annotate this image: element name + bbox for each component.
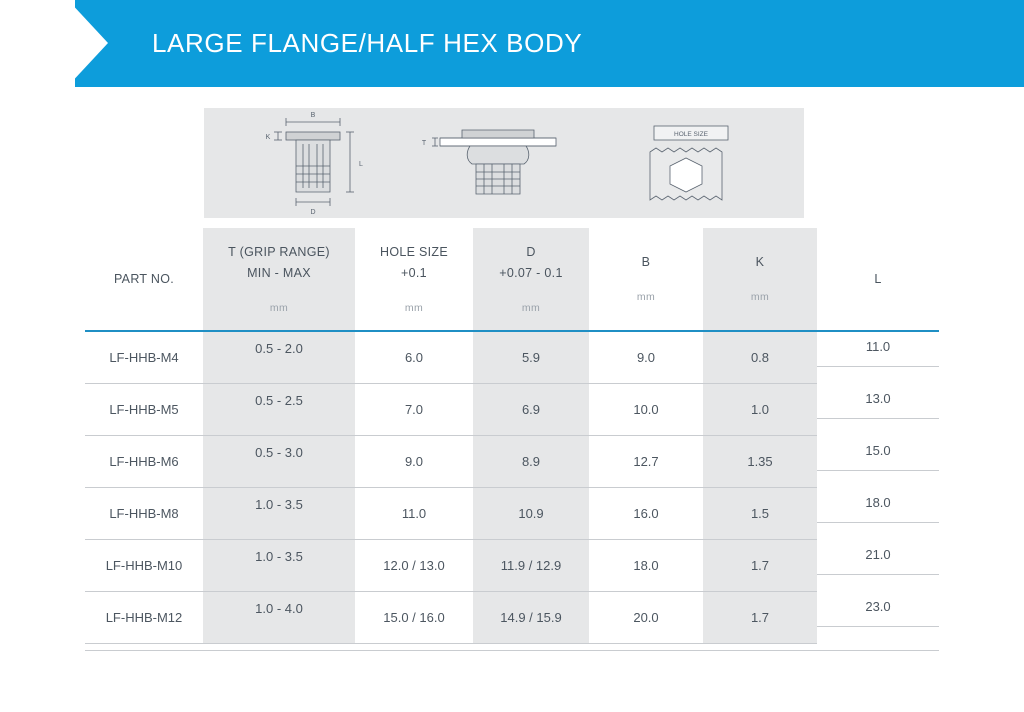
cell-l [817, 436, 939, 488]
hole-size-value: 12.0 / 13.0 [383, 558, 445, 573]
diagram-label-hole-size: HOLE SIZE [674, 131, 708, 138]
cell-l [817, 332, 939, 384]
col-header-part-no-label: PART NO. [113, 272, 175, 286]
cell-hole-size [355, 592, 473, 644]
diagram-svg [204, 108, 804, 218]
grip-range-value: 0.5 - 2.0 [255, 341, 303, 356]
l-value: 18.0 [865, 495, 891, 510]
spec-table [85, 228, 939, 644]
diagram-label-l: L [359, 161, 363, 168]
d-value: 14.9 / 15.9 [500, 610, 562, 625]
cell-d [473, 540, 589, 592]
col-header-b-label: B [641, 255, 651, 269]
b-value: 12.7 [633, 454, 659, 469]
cell-b [589, 592, 703, 644]
d-value: 8.9 [521, 454, 541, 469]
table-row [85, 332, 939, 384]
cell-grip-range [203, 436, 355, 488]
hole-size-value: 11.0 [401, 506, 427, 521]
table-row [85, 592, 939, 644]
diagram-label-b: B [310, 112, 316, 119]
table-bottom-rule [85, 650, 939, 651]
b-value: 9.0 [636, 350, 656, 365]
diagram-label-t: T [421, 140, 427, 147]
cell-d [473, 436, 589, 488]
b-value: 20.0 [633, 610, 659, 625]
part-no-value: LF-HHB-M4 [109, 350, 179, 365]
cell-l [817, 540, 939, 592]
part-no-value: LF-HHB-M5 [109, 402, 179, 417]
cell-k [703, 488, 817, 540]
col-header-d-unit: mm [521, 301, 541, 314]
cell-hole-size [355, 436, 473, 488]
cell-b [589, 540, 703, 592]
k-value: 1.5 [750, 506, 770, 521]
grip-range-value: 0.5 - 2.5 [255, 393, 303, 408]
header-notch [0, 0, 75, 87]
col-header-grip-range-label: T (GRIP RANGE) [228, 244, 330, 259]
cell-part-no [85, 332, 203, 384]
diagram-label-k: K [265, 134, 271, 141]
l-value: 11.0 [865, 339, 891, 354]
col-header-hole-size-sub: +0.1 [401, 265, 427, 280]
cell-hole-size [355, 384, 473, 436]
cell-l [817, 592, 939, 644]
cell-d [473, 592, 589, 644]
part-no-value: LF-HHB-M8 [109, 506, 179, 521]
cell-hole-size [355, 488, 473, 540]
cell-d [473, 332, 589, 384]
col-header-d-sub: +0.07 - 0.1 [499, 265, 563, 280]
cell-b [589, 436, 703, 488]
col-header-l [817, 228, 939, 330]
grip-range-value: 0.5 - 3.0 [255, 445, 303, 460]
table-row [85, 384, 939, 436]
col-header-b [589, 228, 703, 330]
cell-hole-size [355, 540, 473, 592]
col-header-hole-size-label: HOLE SIZE [380, 244, 448, 259]
page-title: LARGE FLANGE/HALF HEX BODY [152, 28, 583, 58]
hole-size-value: 9.0 [404, 454, 424, 469]
grip-range-value: 1.0 - 4.0 [255, 601, 303, 616]
cell-grip-range [203, 332, 355, 384]
cell-grip-range [203, 488, 355, 540]
l-value: 23.0 [865, 599, 891, 614]
technical-diagram [204, 108, 804, 218]
hole-size-value: 6.0 [404, 350, 424, 365]
cell-l [817, 384, 939, 436]
k-value: 1.7 [750, 610, 770, 625]
header-arrow-icon [68, 0, 108, 86]
col-header-hole-size-unit: mm [404, 301, 424, 314]
cell-d [473, 384, 589, 436]
cell-part-no [85, 592, 203, 644]
b-value: 10.0 [633, 402, 659, 417]
spec-table-wrap [85, 228, 939, 644]
table-body [85, 332, 939, 644]
col-header-grip-range [203, 228, 355, 330]
col-header-b-unit: mm [636, 291, 656, 303]
table-row [85, 540, 939, 592]
cell-part-no [85, 436, 203, 488]
cell-part-no [85, 488, 203, 540]
cell-part-no [85, 384, 203, 436]
col-header-grip-range-sub: MIN - MAX [247, 265, 311, 280]
col-header-grip-range-unit: mm [269, 301, 289, 314]
d-value: 11.9 / 12.9 [500, 558, 562, 573]
d-value: 6.9 [521, 402, 541, 417]
col-header-k [703, 228, 817, 330]
table-row [85, 488, 939, 540]
diagram-label-d: D [310, 209, 316, 216]
b-value: 18.0 [633, 558, 659, 573]
col-header-k-unit: mm [750, 291, 770, 303]
header-row [85, 228, 939, 330]
col-header-d-label: D [526, 244, 536, 259]
d-value: 5.9 [521, 350, 541, 365]
l-value: 13.0 [865, 391, 891, 406]
hole-size-value: 15.0 / 16.0 [383, 610, 445, 625]
hole-size-value: 7.0 [404, 402, 424, 417]
cell-grip-range [203, 384, 355, 436]
part-no-value: LF-HHB-M10 [105, 558, 183, 573]
l-value: 15.0 [865, 443, 891, 458]
cell-hole-size [355, 332, 473, 384]
l-value: 21.0 [865, 547, 891, 562]
part-no-value: LF-HHB-M12 [105, 610, 183, 625]
cell-d [473, 488, 589, 540]
col-header-hole-size [355, 228, 473, 330]
cell-grip-range [203, 540, 355, 592]
grip-range-value: 1.0 - 3.5 [255, 497, 303, 512]
cell-l [817, 488, 939, 540]
cell-k [703, 540, 817, 592]
cell-b [589, 488, 703, 540]
k-value: 1.0 [750, 402, 770, 417]
cell-b [589, 332, 703, 384]
k-value: 0.8 [750, 350, 770, 365]
table-row [85, 436, 939, 488]
k-value: 1.7 [750, 558, 770, 573]
part-no-value: LF-HHB-M6 [109, 454, 179, 469]
cell-k [703, 592, 817, 644]
col-header-d [473, 228, 589, 330]
k-value: 1.35 [747, 454, 773, 469]
table-header [85, 228, 939, 332]
b-value: 16.0 [633, 506, 659, 521]
col-header-k-label: K [755, 255, 765, 269]
cell-b [589, 384, 703, 436]
cell-grip-range [203, 592, 355, 644]
d-value: 10.9 [518, 506, 544, 521]
grip-range-value: 1.0 - 3.5 [255, 549, 303, 564]
cell-k [703, 332, 817, 384]
cell-k [703, 384, 817, 436]
col-header-part-no [85, 228, 203, 330]
page-header [0, 0, 1024, 87]
col-header-l-label: L [874, 272, 882, 286]
cell-k [703, 436, 817, 488]
cell-part-no [85, 540, 203, 592]
